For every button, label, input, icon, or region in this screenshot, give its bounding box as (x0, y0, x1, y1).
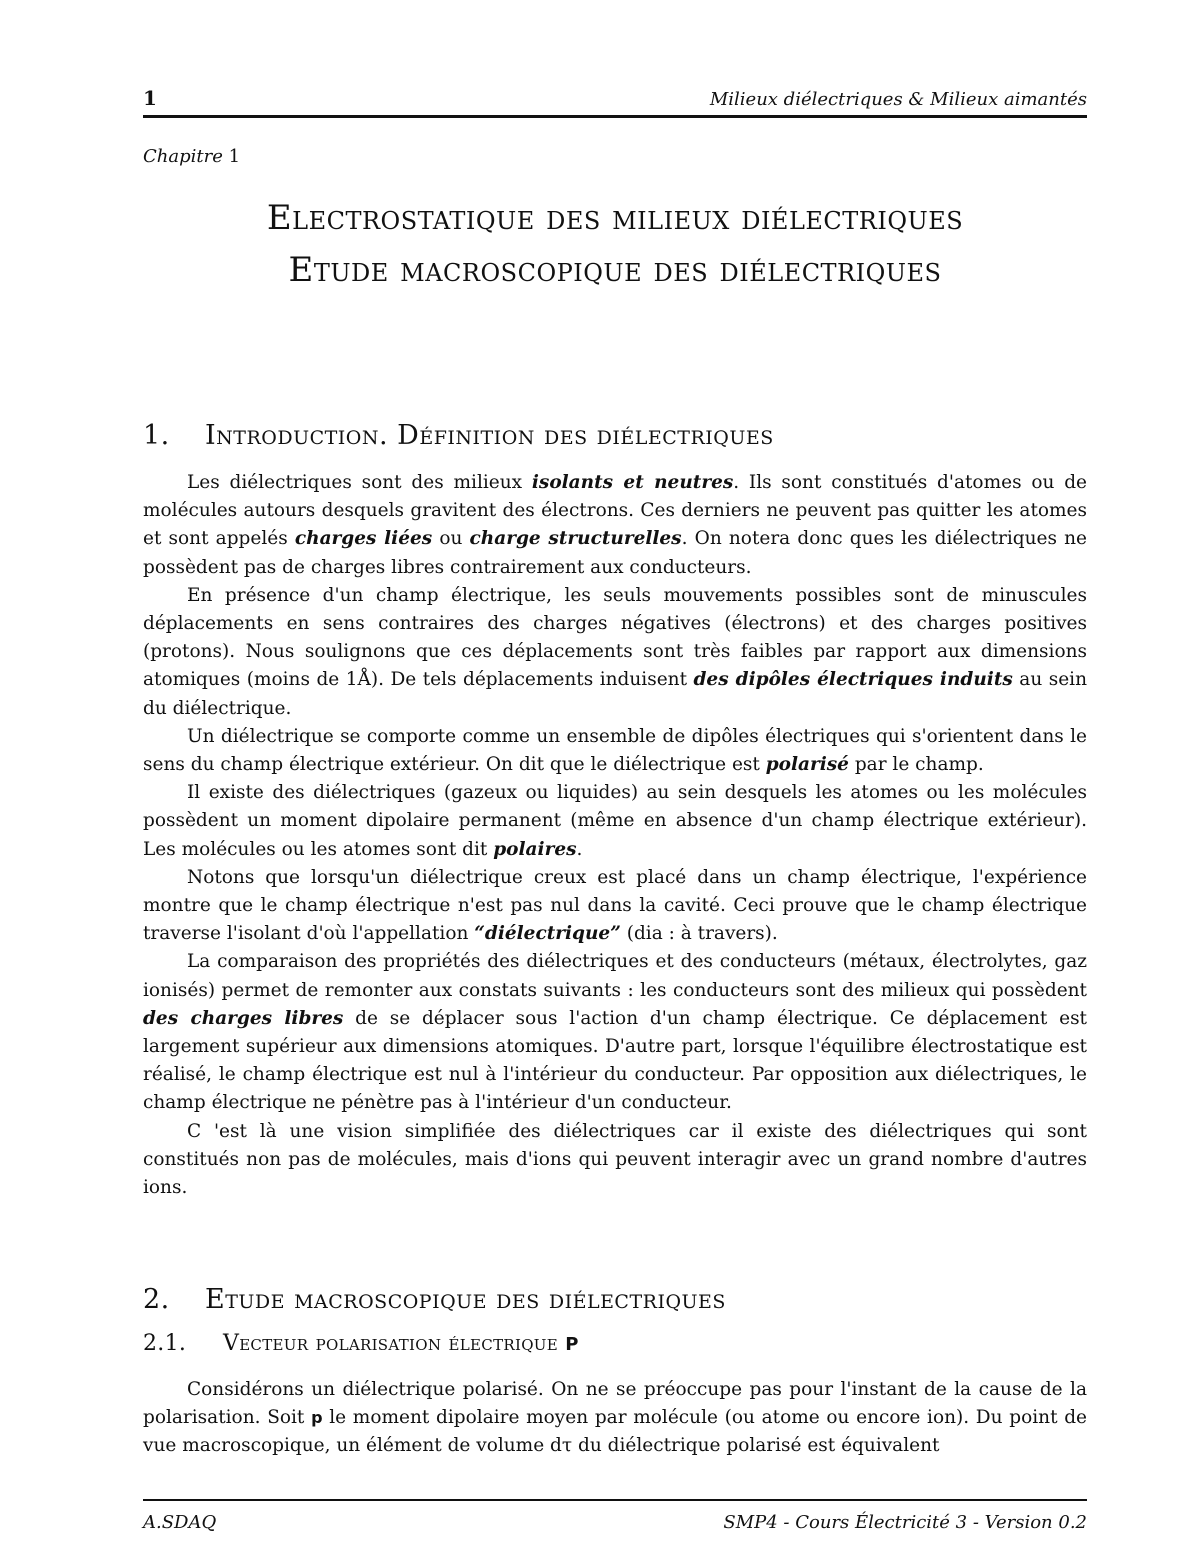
emphasis: isolants et neutres (531, 472, 734, 493)
subsection-2-1-title: Vecteur polarisation électrique (223, 1331, 558, 1356)
emphasis: “diélectrique” (474, 923, 621, 945)
page-header (143, 86, 1087, 114)
section-2-title: Etude macroscopique des diélectriques (205, 1284, 726, 1315)
text-run: C 'est là une vision simplifiée des diélectriques car il existe des diélectriques qui sont constitués non pas de molécules, mais d'ions qui peuvent interagir avec un grand nombre d'autres ions. (143, 1120, 1087, 1199)
paragraph (143, 1118, 1087, 1203)
paragraph (143, 1376, 1087, 1461)
emphasis: des dipôles électriques induits (693, 669, 1013, 691)
paragraph (143, 723, 1087, 779)
emphasis: charge structurelles (469, 528, 682, 550)
subsection-2-1-number: 2.1. (143, 1331, 187, 1356)
text-run: ou (432, 528, 470, 550)
emphasis: charges liées (294, 528, 433, 550)
text-run: Les diélectriques sont des milieux (187, 472, 532, 493)
text-run: Un diélectrique se comporte comme un ensemble de dipôles électriques qui s'orientent dans le sens du champ électrique extérieur. On dit que le diélectrique est (143, 725, 1087, 776)
page-footer (143, 1512, 1087, 1533)
section-1-title: Introduction. Définition des diélectriques (205, 420, 774, 451)
chapter-label (143, 146, 240, 167)
paragraph (143, 582, 1087, 723)
emphasis: polaires (493, 838, 577, 860)
paragraph (143, 948, 1087, 1117)
text-run: par le champ. (848, 754, 984, 776)
chapter-title (143, 192, 1087, 296)
text-run: En présence d'un champ électrique, les seuls mouvements possibles sont de minuscules déplacements en sens contraires des charges négatives (électrons) et des charges positives (protons). Nous soulignons que ces déplacements sont très faibles par rapport aux dimensions atomiques (moins de 1Å). De tels déplacements induisent (143, 584, 1087, 691)
text-run: . On notera donc ques les diélectriques ne possèdent pas de charges libres contrairement aux conducteurs. (143, 528, 1087, 578)
running-title: Milieux diélectriques & Milieux aimantés (709, 89, 1087, 110)
paragraph (143, 779, 1087, 864)
section-2-body (143, 1376, 1087, 1461)
text-run: La comparaison des propriétés des diélectriques et des conducteurs (métaux, électrolytes, gaz ionisés) permet de remonter aux constats suivants : les conducteurs sont des milieux qui possèdent (143, 951, 1087, 1001)
text-run: de se déplacer sous l'action d'un champ électrique. Ce déplacement est largement supérieur aux dimensions atomiques. D'autre part, lorsque l'équilibre électrostatique est réalisé, le champ électrique est nul à l'intérieur du conducteur. Par opposition aux diélectriques, le champ électrique ne pénètre pas à l'intérieur d'un conducteur. (143, 1007, 1087, 1114)
footer-author: A.SDAQ (143, 1512, 217, 1533)
subsection-2-1-heading (143, 1331, 579, 1356)
section-1-number: 1. (143, 420, 170, 451)
chapter-title-line2: Etude macroscopique des diélectriques (288, 250, 942, 290)
paragraph (143, 469, 1087, 582)
section-2-number: 2. (143, 1284, 170, 1315)
paragraph (143, 864, 1087, 949)
text-run: . Ils sont constitués d'atomes ou de molécules autours desquels gravitent des électrons. Ces derniers ne peuvent pas quitter les atomes et sont appelés (143, 472, 1087, 550)
section-1-body (143, 469, 1087, 1202)
text-run: (dia : à travers). (620, 923, 778, 945)
chapter-label-word: Chapitre (143, 146, 223, 167)
footer-rule (143, 1499, 1087, 1501)
page-number: 1 (143, 86, 157, 110)
text-run: Il existe des diélectriques (gazeux ou liquides) au sein desquels les atomes ou les molécules possèdent un moment dipolaire permanent (même en absence d'un champ électrique extérieur). Les molécules ou les atomes sont dit (143, 782, 1087, 860)
emphasis: polarisé (765, 754, 849, 776)
text-run: . (576, 838, 583, 860)
text-run: le moment dipolaire moyen par molécule (ou atome ou encore ion). Du point de vue macroscopique, un élément de volume dτ du diélectrique polarisé est équivalent (143, 1407, 1087, 1457)
vector-symbol: P (565, 1334, 579, 1355)
text-run: au sein du diélectrique. (143, 669, 1087, 719)
chapter-label-number: 1 (228, 146, 241, 167)
vector-symbol: p (311, 1408, 323, 1428)
text-run: Considérons un diélectrique polarisé. On ne se préoccupe pas pour l'instant de la cause de la polarisation. Soit (143, 1379, 1087, 1429)
section-2-heading (143, 1284, 726, 1315)
text-run: Notons que lorsqu'un diélectrique creux est placé dans un champ électrique, l'expérience montre que le champ électrique n'est pas nul dans la cavité. Ceci prouve que le champ électrique traverse l'isolant d'où l'appellation (143, 866, 1087, 945)
footer-course: SMP4 - Cours Électricité 3 - Version 0.2 (723, 1512, 1087, 1533)
section-1-heading (143, 420, 774, 451)
emphasis: des charges libres (143, 1007, 344, 1029)
chapter-title-line1: Electrostatique des milieux diélectriques (266, 198, 964, 238)
document-page (143, 0, 1087, 1553)
header-rule (143, 115, 1087, 118)
